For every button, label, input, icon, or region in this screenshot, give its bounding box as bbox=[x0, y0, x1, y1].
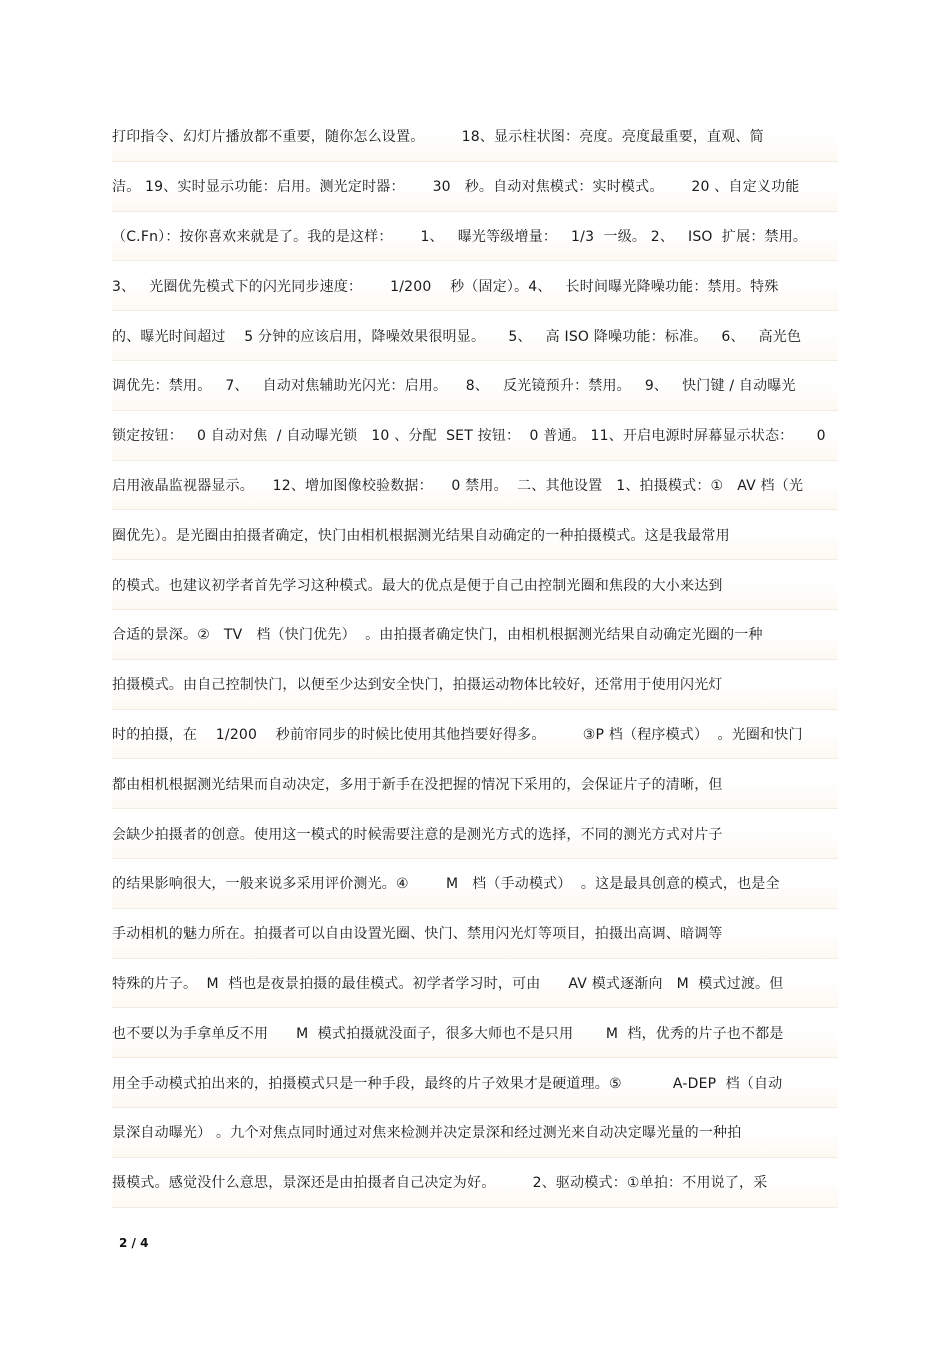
text-line: 圈优先）。是光圈由拍摄者确定，快门由相机根据测光结果自动确定的一种拍摄模式。这是我最常用 bbox=[112, 510, 838, 560]
text-line: 锁定按钮： 0 自动对焦 / 自动曝光锁 10 、分配 SET 按钮： 0 普通。 11、开启电源时屏幕显示状态： 0 bbox=[112, 411, 838, 461]
text-line: 启用液晶监视器显示。 12、增加图像校验数据： 0 禁用。 二、其他设置 1、拍摄模式：① AV 档（光 bbox=[112, 461, 838, 511]
text-line: 打印指令、幻灯片播放都不重要，随你怎么设置。 18、显示柱状图：亮度。亮度最重要，直观、简 bbox=[112, 112, 838, 162]
text-line: 时的拍摄，在 1/200 秒前帘同步的时候比使用其他挡要好得多。 ③P 档（程序模式） 。光圈和快门 bbox=[112, 710, 838, 760]
text-line: 也不要以为手拿单反不用 M 模式拍摄就没面子，很多大师也不是只用 M 档，优秀的片子也不都是 bbox=[112, 1008, 838, 1058]
text-line: （C.Fn）：按你喜欢来就是了。我的是这样： 1、 曝光等级增量： 1/3 一级。 2、 ISO 扩展：禁用。 bbox=[112, 212, 838, 262]
text-line: 的结果影响很大，一般来说多采用评价测光。④ M 档（手动模式） 。这是最具创意的模式，也是全 bbox=[112, 859, 838, 909]
text-line: 景深自动曝光） 。九个对焦点同时通过对焦来检测并决定景深和经过测光来自动决定曝光量的一种拍 bbox=[112, 1108, 838, 1158]
text-line: 3、 光圈优先模式下的闪光同步速度： 1/200 秒（固定）。4、 长时间曝光降噪功能：禁用。特殊 bbox=[112, 261, 838, 311]
body-text bbox=[112, 112, 838, 1208]
text-line: 调优先：禁用。 7、 自动对焦辅助光闪光：启用。 8、 反光镜预升：禁用。 9、 快门键 / 自动曝光 bbox=[112, 361, 838, 411]
text-line: 会缺少拍摄者的创意。使用这一模式的时候需要注意的是测光方式的选择，不同的测光方式对片子 bbox=[112, 809, 838, 859]
text-line: 拍摄模式。由自己控制快门，以便至少达到安全快门，拍摄运动物体比较好，还常用于使用闪光灯 bbox=[112, 660, 838, 710]
text-line: 的、曝光时间超过 5 分钟的应该启用，降噪效果很明显。 5、 高 ISO 降噪功能：标准。 6、 高光色 bbox=[112, 311, 838, 361]
text-line: 用全手动模式拍出来的，拍摄模式只是一种手段，最终的片子效果才是硬道理。⑤ A-DEP 档（自动 bbox=[112, 1058, 838, 1108]
text-line: 洁。 19、实时显示功能：启用。测光定时器： 30 秒。自动对焦模式：实时模式。 20 、自定义功能 bbox=[112, 162, 838, 212]
text-line: 合适的景深。② TV 档（快门优先） 。由拍摄者确定快门，由相机根据测光结果自动确定光圈的一种 bbox=[112, 610, 838, 660]
text-line: 手动相机的魅力所在。拍摄者可以自由设置光圈、快门、禁用闪光灯等项目，拍摄出高调、暗调等 bbox=[112, 909, 838, 959]
text-line: 的模式。也建议初学者首先学习这种模式。最大的优点是便于自己由控制光圈和焦段的大小来达到 bbox=[112, 560, 838, 610]
text-line: 摄模式。感觉没什么意思，景深还是由拍摄者自己决定为好。 2、驱动模式：①单拍：不用说了，采 bbox=[112, 1158, 838, 1208]
text-line: 特殊的片子。 M 档也是夜景拍摄的最佳模式。初学者学习时，可由 AV 模式逐渐向 M 模式过渡。但 bbox=[112, 959, 838, 1009]
page-number: 2 / 4 bbox=[119, 1236, 149, 1250]
text-line: 都由相机根据测光结果而自动决定，多用于新手在没把握的情况下采用的，会保证片子的清晰，但 bbox=[112, 759, 838, 809]
